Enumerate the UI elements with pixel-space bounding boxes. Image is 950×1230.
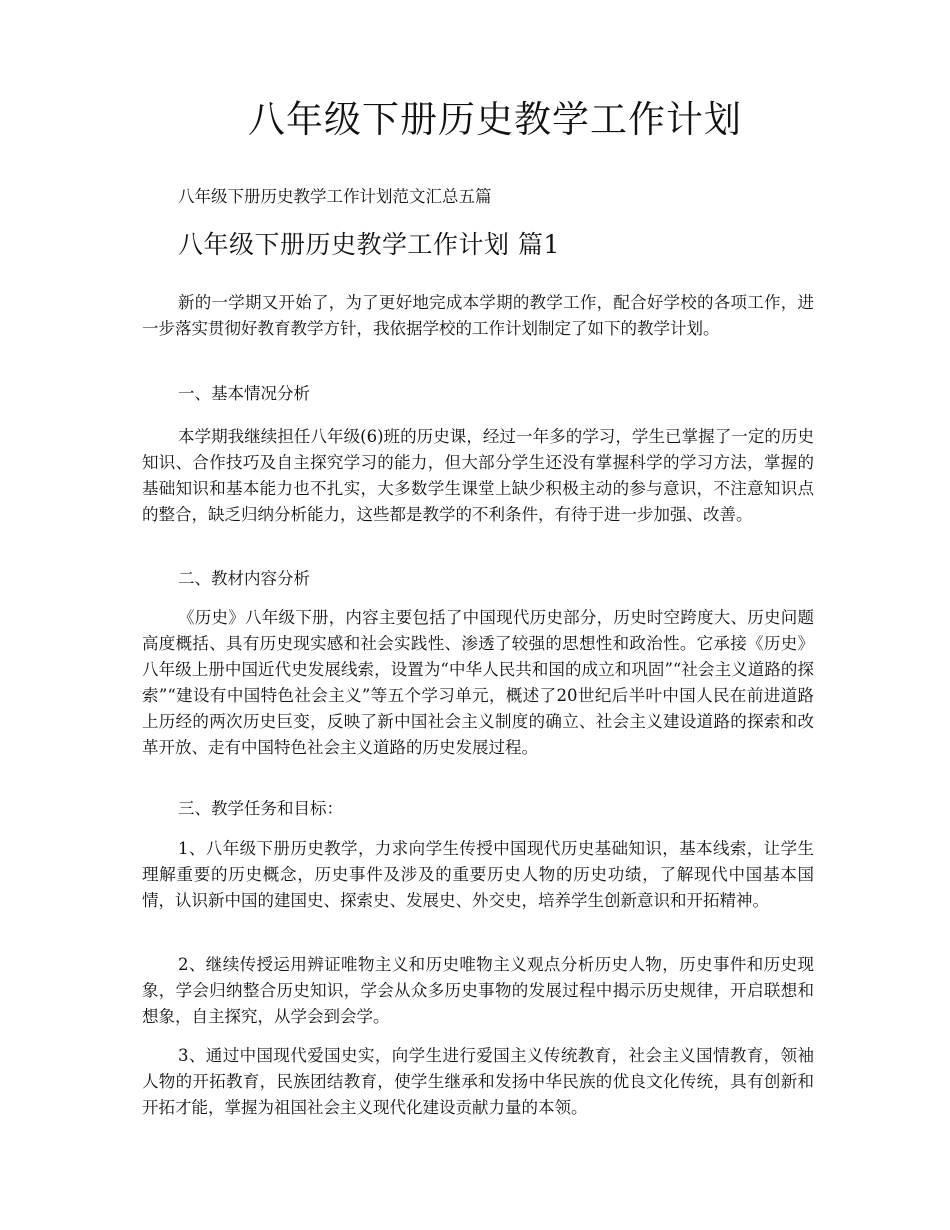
paragraph-textbook-analysis: 《历史》八年级下册，内容主要包括了中国现代历史部分，历史时空跨度大、历史问题高度概括、具有历史现实感和社会实践性、渗透了较强的思想性和政治性。它承接《历史》八年级上册中国近代史发展线索，设置为“中华人民共和国的成立和巩固”“社会主义道路的探索”“建设有中国特色社会主义”等五个学习单元，概述了20世纪后半叶中国人民在前进道路上历经的两次历史巨变，反映了新中国社会主义制度的确立、社会主义建设道路的探索和改革开放、走有中国特色社会主义道路的历史发展过程。 (142, 608, 814, 757)
document-subtitle: 八年级下册历史教学工作计划范文汇总五篇 (178, 187, 492, 206)
heading-tasks-goals: 三、教学任务和目标： (178, 799, 343, 818)
heading-textbook-analysis: 二、教材内容分析 (178, 569, 310, 588)
paragraph-goal-1: 1、八年级下册历史教学，力求向学生传授中国现代历史基础知识，基本线索，让学生理解重要的历史概念，历史事件及涉及的重要历史人物的历史功绩，了解现代中国基本国情，认识新中国的建国史、探索史、发展史、外交史，培养学生创新意识和开拓精神。 (142, 839, 814, 910)
paragraph-basic-situation: 本学期我继续担任八年级(6)班的历史课，经过一年多的学习，学生已掌握了一定的历史知识、合作技巧及自主探究学习的能力，但大部分学生还没有掌握科学的学习方法，掌握的基础知识和基本能力也不扎实，大多数学生课堂上缺少积极主动的参与意识，不注意知识点的整合，缺乏归纳分析能力，这些都是教学的不利条件，有待于进一步加强、改善。 (142, 427, 814, 524)
paragraph-goal-3: 3、通过中国现代爱国史实，向学生进行爱国主义传统教育，社会主义国情教育，领袖人物的开拓教育，民族团结教育，使学生继承和发扬中华民族的优良文化传统，具有创新和开拓才能，掌握为祖国社会主义现代化建设贡献力量的本领。 (142, 1046, 814, 1117)
section-heading: 八年级下册历史教学工作计划 篇1 (178, 230, 560, 259)
document-title: 八年级下册历史教学工作计划 (248, 98, 742, 141)
paragraph-goal-2: 2、继续传授运用辨证唯物主义和历史唯物主义观点分析历史人物，历史事件和历史现象，学会归纳整合历史知识，学会从众多历史事物的发展过程中揭示历史规律，开启联想和想象，自主探究，从学会到会学。 (142, 955, 814, 1026)
heading-basic-situation: 一、基本情况分析 (178, 384, 310, 403)
intro-paragraph: 新的一学期又开始了，为了更好地完成本学期的教学工作，配合好学校的各项工作，进一步落实贯彻好教育教学方针，我依据学校的工作计划制定了如下的教学计划。 (142, 293, 814, 338)
